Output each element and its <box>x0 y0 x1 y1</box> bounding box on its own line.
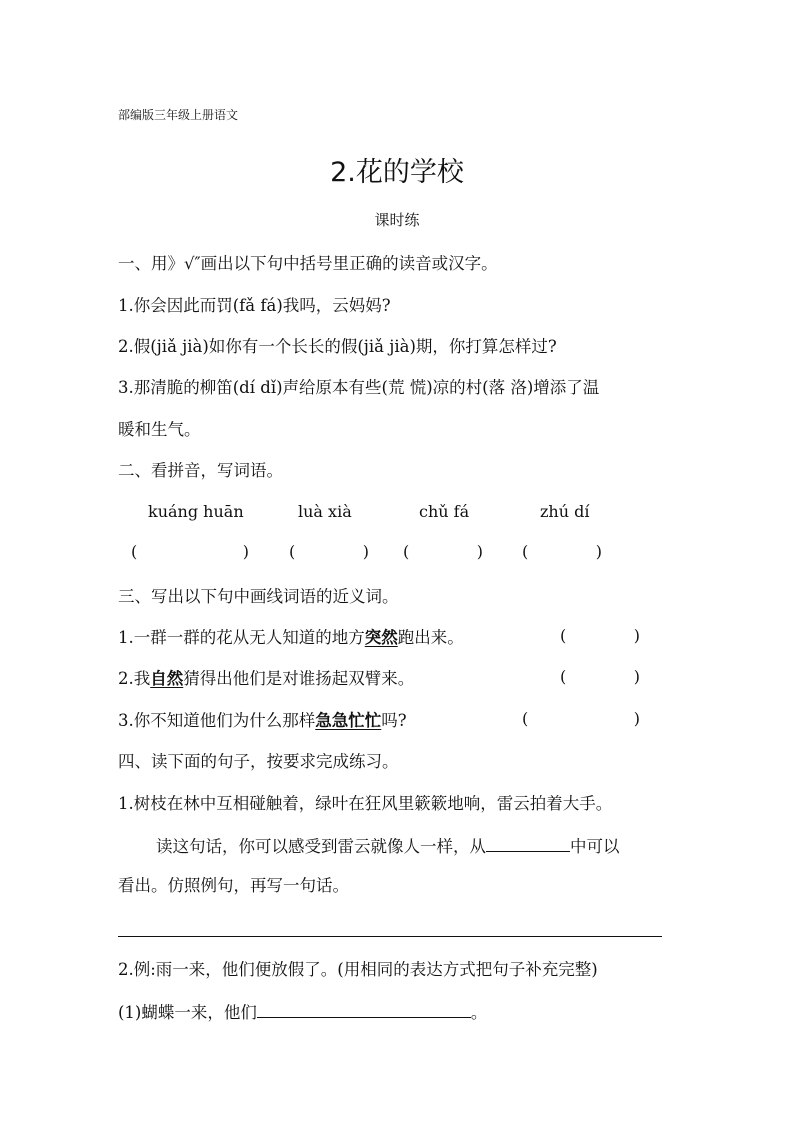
section2-heading: 二、看拼音，写词语。 <box>118 461 283 480</box>
q1-prompt-pre: 读这句话，你可以感受到雷云就像人一样，从 <box>156 837 486 856</box>
q1-underlined-word: 突然 <box>364 628 398 647</box>
page-title: 2.花的学校 <box>330 157 464 188</box>
section1-question-3-line1: 3.那清脆的柳笛(dí dǐ)声给原本有些(荒 慌)凉的村(落 洛)增添了温 <box>118 378 600 397</box>
pinyin-3: chǔ fá <box>419 502 470 521</box>
fill-in-blank-2[interactable] <box>257 999 471 1018</box>
section1-question-2: 2.假(jiǎ jià)如你有一个长长的假(jiǎ jià)期，你打算怎样过? <box>118 337 557 356</box>
document-header: 部编版三年级上册语文 <box>118 108 239 122</box>
section1-question-3-line2: 暖和生气。 <box>118 420 201 439</box>
section3-heading: 三、写出以下句中画线词语的近义词。 <box>118 587 399 606</box>
answer-line[interactable] <box>118 936 662 937</box>
section3-question-1 <box>118 626 464 650</box>
pinyin-2: luà xià <box>298 502 352 521</box>
section1-question-1: 1.你会因此而罚(fǎ fá)我吗，云妈妈? <box>118 296 391 315</box>
q1-text-post: 跑出来。 <box>397 628 464 647</box>
section4-question-2-1 <box>118 999 487 1025</box>
q1-prompt-post: 中可以 <box>570 837 620 856</box>
q3-text-pre: 3.你不知道他们为什么那样 <box>118 711 316 730</box>
q2-text-post: 猜得出他们是对谁扬起双臂来。 <box>183 669 415 688</box>
q1-text-pre: 1.一群一群的花从无人知道的地方 <box>118 628 365 647</box>
page-subtitle: 课时练 <box>374 211 420 229</box>
q2-underlined-word: 自然 <box>150 669 184 688</box>
section4-heading: 四、读下面的句子，按要求完成练习。 <box>118 752 399 771</box>
section1-heading: 一、用》√″画出以下句中括号里正确的读音或汉字。 <box>118 254 498 273</box>
pinyin-4: zhú dí <box>540 502 590 521</box>
pinyin-1: kuáng huān <box>148 502 244 521</box>
section4-question-1-prompt <box>156 833 620 859</box>
q2-1-pre: (1)蝴蝶一来，他们 <box>118 1003 257 1022</box>
q3-underlined-word: 急急忙忙 <box>315 711 382 730</box>
q2-1-post: 。 <box>470 1003 488 1022</box>
section4-question-2: 2.例:雨一来，他们便放假了。(用相同的表达方式把句子补充完整) <box>118 960 598 979</box>
section4-question-1: 1.树枝在林中互相碰触着，绿叶在狂风里簌簌地响，雷云拍着大手。 <box>118 794 613 813</box>
section4-question-1-prompt-line2: 看出。仿照例句，再写一句话。 <box>118 876 349 895</box>
q3-text-post: 吗? <box>381 711 407 730</box>
fill-in-blank-1[interactable] <box>486 833 570 852</box>
q2-text-pre: 2.我 <box>118 669 151 688</box>
section3-question-2 <box>118 667 414 691</box>
section3-question-3 <box>118 709 407 733</box>
